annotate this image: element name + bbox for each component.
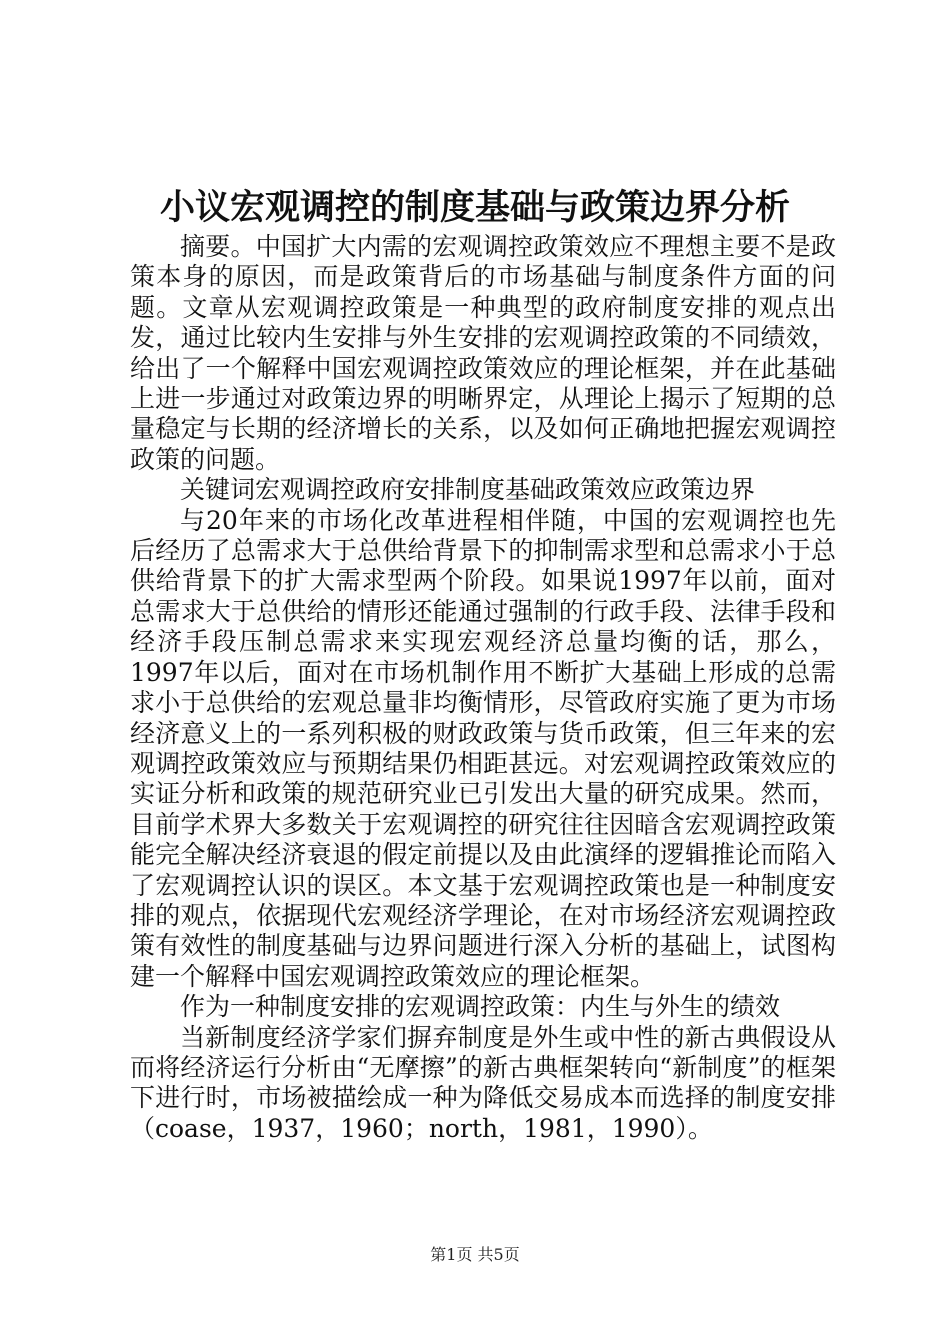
introduction-paragraph: 与20年来的市场化改革进程相伴随，中国的宏观调控也先后经历了总需求大于总供给背景下的抑制需求型和总需求小于总供给背景下的扩大需求型两个阶段。如果说1997年以前，面对总需求大于总供给的情形还能通过强制的行政手段、法律手段和经济手段压制总需求来实现宏观经济总量均衡的话，那么，1997年以后，面对在市场机制作用不断扩大基础上形成的总需求小于总供给的宏观总量非均衡情形，尽管政府实施了更为市场经济意义上的一系列积极的财政政策与货币政策，但三年来的宏观调控政策效应与预期结果仍相距甚远。对宏观调控政策效应的实证分析和政策的规范研究业已引发出大量的研究成果。然而，目前学术界大多数关于宏观调控的研究往往因暗含宏观调控政策能完全解决经济衰退的假定前提以及由此演绎的逻辑推论而陷入了宏观调控认识的误区。本文基于宏观调控政策也是一种制度安排的观点，依据现代宏观经济学理论，在对市场经济宏观调控政策有效性的制度基础与边界问题进行深入分析的基础上，试图构建一个解释中国宏观调控政策效应的理论框架。 [130, 505, 836, 991]
document-body [130, 232, 836, 1144]
page-number-footer: 第1页 共5页 [430, 1245, 520, 1264]
section-heading: 作为一种制度安排的宏观调控政策：内生与外生的绩效 [180, 992, 781, 1022]
section-paragraph: 当新制度经济学家们摒弃制度是外生或中性的新古典假设从而将经济运行分析由“无摩擦”的新古典框架转向“新制度”的框架下进行时，市场被描绘成一种为降低交易成本而选择的制度安排（coase，1937，1960；north，1981，1990）。 [130, 1022, 836, 1143]
abstract-paragraph: 摘要。中国扩大内需的宏观调控政策效应不理想主要不是政策本身的原因，而是政策背后的市场基础与制度条件方面的问题。文章从宏观调控政策是一种典型的政府制度安排的观点出发，通过比较内生安排与外生安排的宏观调控政策的不同绩效，给出了一个解释中国宏观调控政策效应的理论框架，并在此基础上进一步通过对政策边界的明晰界定，从理论上揭示了短期的总量稳定与长期的经济增长的关系，以及如何正确地把握宏观调控政策的问题。 [130, 232, 836, 474]
document-title: 小议宏观调控的制度基础与政策边界分析 [159, 187, 790, 228]
keywords-paragraph: 关键词宏观调控政府安排制度基础政策效应政策边界 [180, 475, 756, 505]
